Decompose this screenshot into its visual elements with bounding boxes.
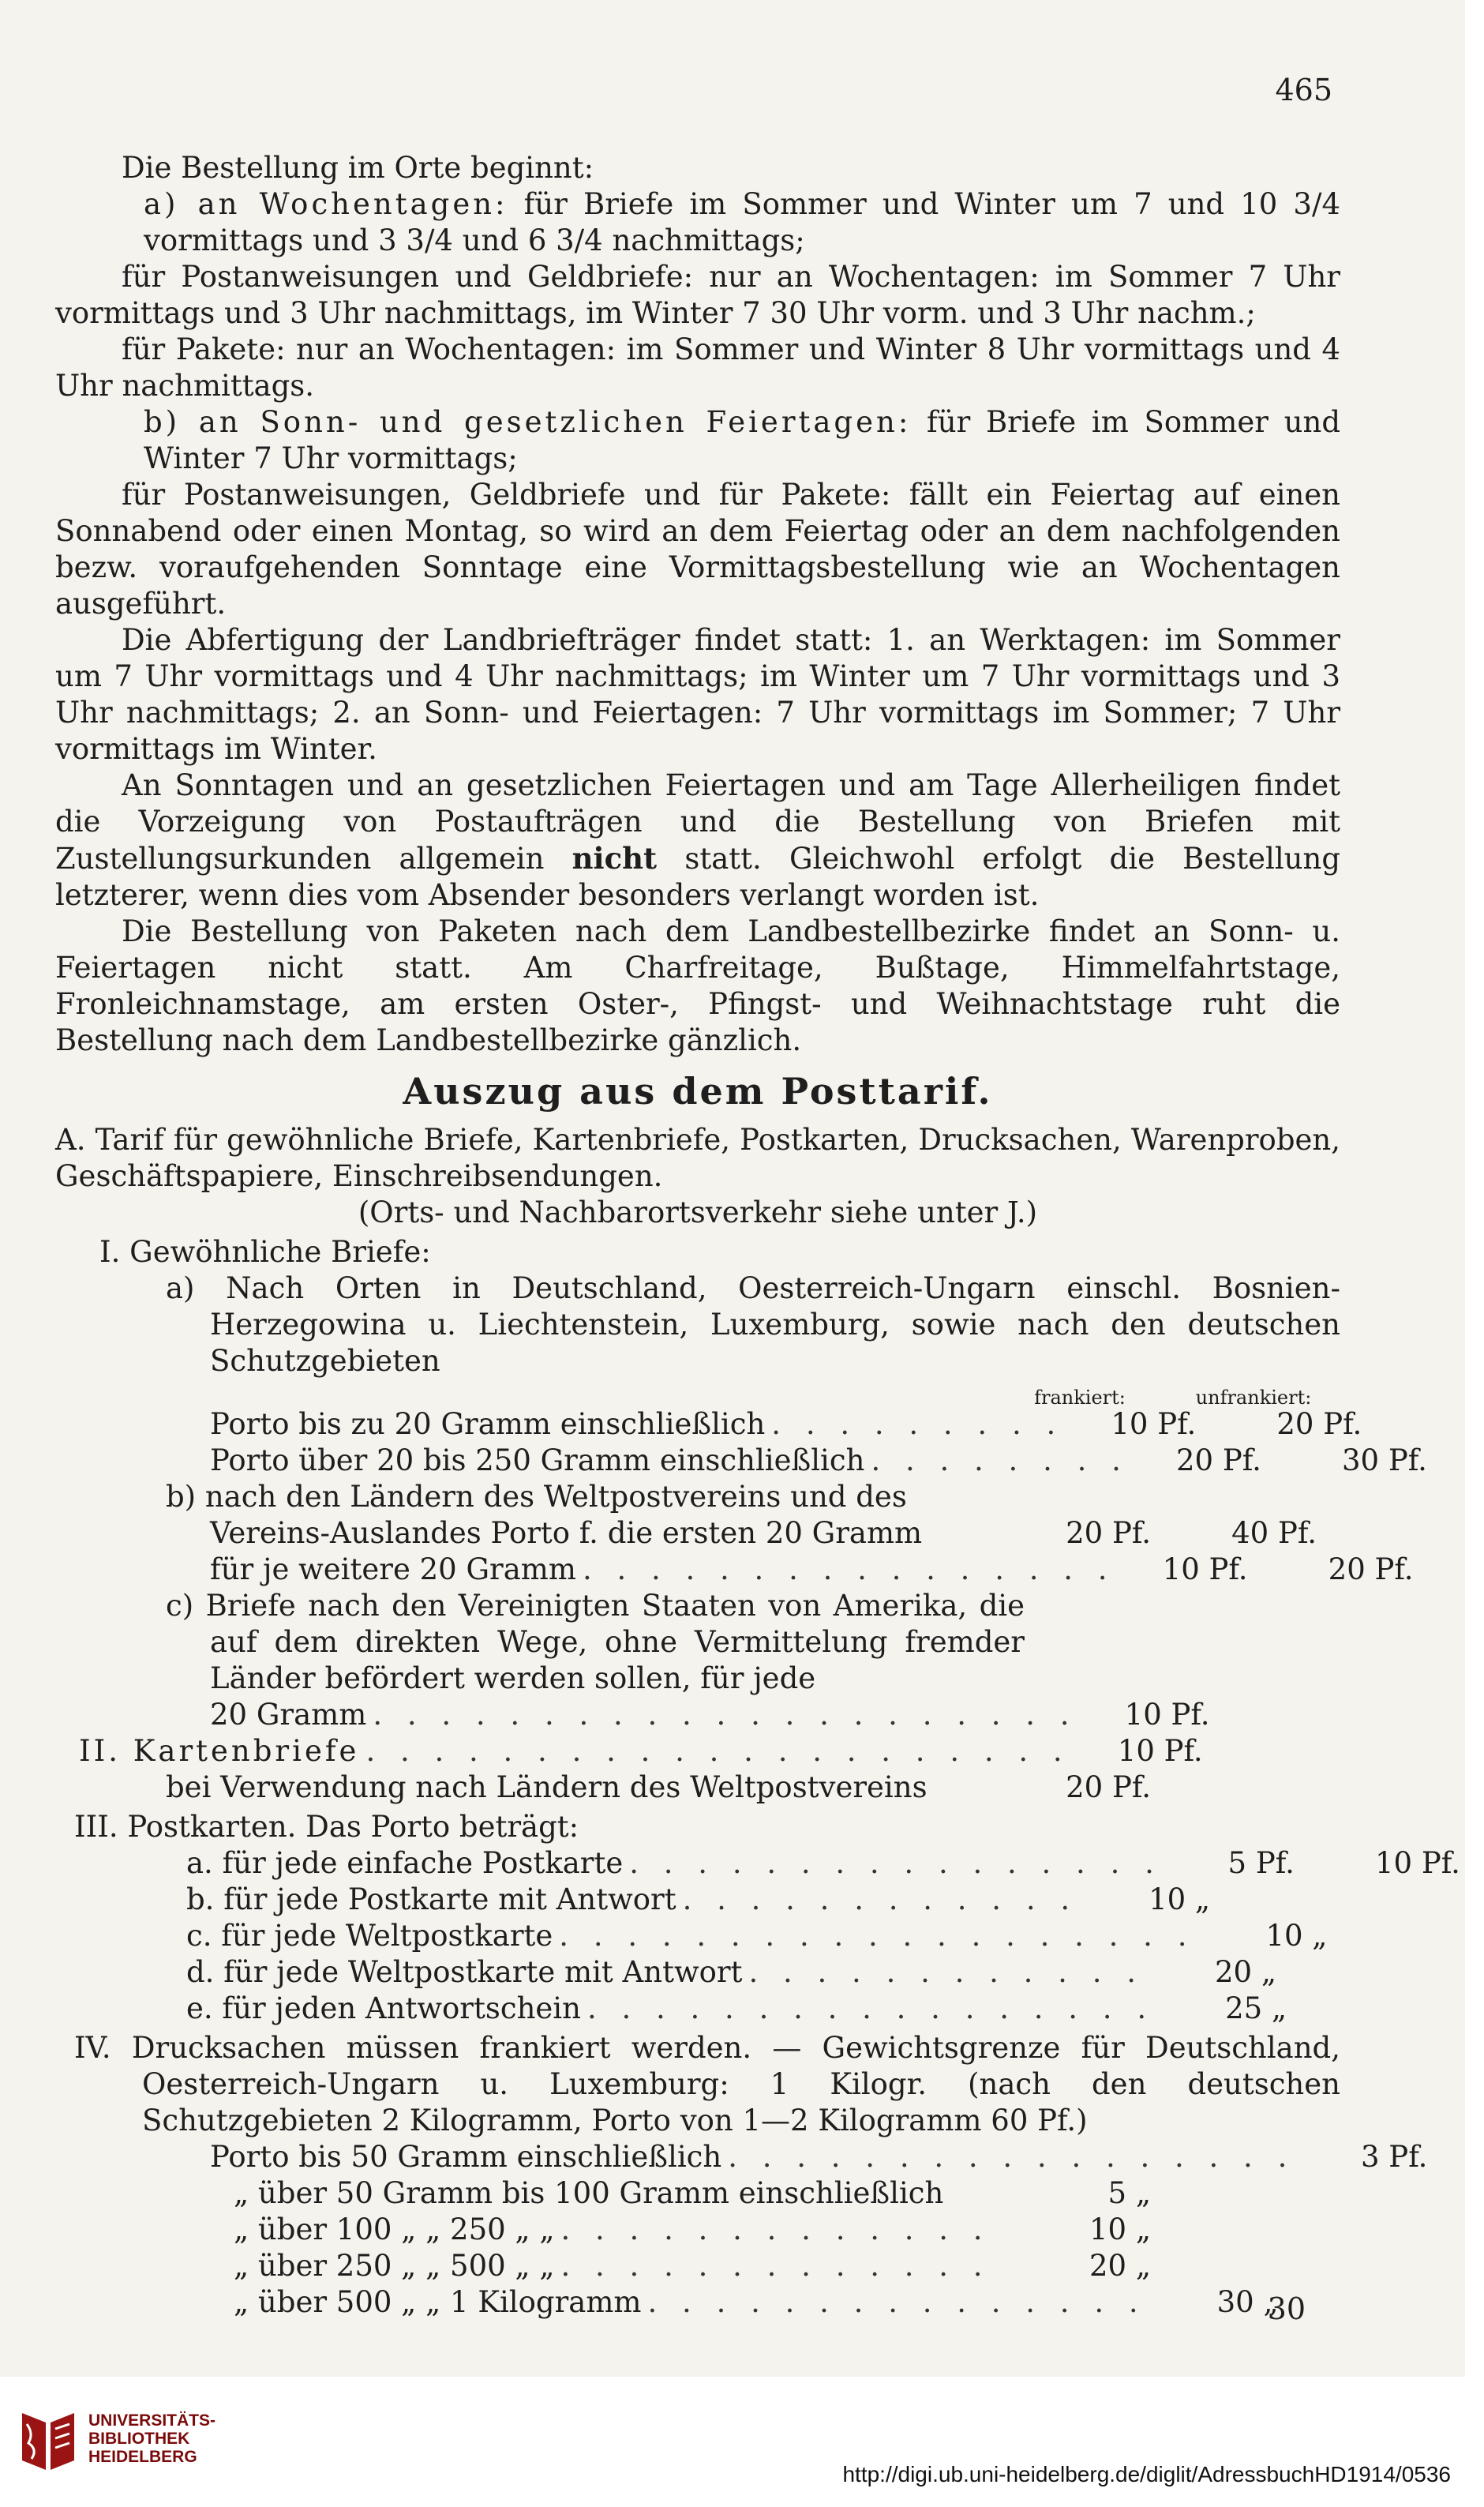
- row-label: Vereins-Auslandes Porto f. die ersten 20 Gramm: [210, 1516, 923, 1550]
- col-frankiert: frankiert:: [1034, 1387, 1126, 1409]
- row-unfrankiert: 30 Pf.: [1342, 1443, 1427, 1477]
- row-label: e. für jeden Antwortschein: [186, 1991, 581, 2025]
- row-unfrankiert: 20 Pf.: [1276, 1407, 1362, 1441]
- tariff-row: [55, 1954, 1340, 1991]
- sonntag-text-a: An Sonntagen und an gesetzlichen Feiertagen und am Tage Allerheiligen findet die Vorzeigung von Postaufträgen und die Bestellung von Briefen mit Zustellungsurkunden allgemein: [55, 768, 1340, 876]
- section1-b-text: b) nach den Ländern des Weltpostvereins und des: [166, 1480, 907, 1514]
- tarif-a-note: (Orts- und Nachbarortsverkehr siehe unter J.): [358, 1195, 1038, 1229]
- leader-dots: . . . . . . . . . . . . . . . .: [582, 1552, 1115, 1586]
- row-unfrankiert: 40 Pf.: [1231, 1516, 1317, 1550]
- intro-a-text: für Briefe im Sommer und Winter um 7 und 10 3/4 vormittags und 3 3/4 und 6 3/4 nachmittags;: [144, 187, 1340, 257]
- row-label: d. für jede Weltpostkarte mit Antwort: [186, 1955, 743, 1989]
- library-name-line: UNIVERSITÄTS-: [88, 2411, 216, 2430]
- row-unfrankiert: 20 Pf.: [1328, 1552, 1414, 1586]
- row-frankiert: 10 Pf.: [1162, 1552, 1248, 1586]
- landbrief-paragraph: Die Abfertigung der Landbriefträger findet statt: 1. an Werktagen: im Sommer um 7 Uhr vormittags und 4 Uhr nachmittags; im Winter um 7 Uhr vormittags und 3 Uhr nachmittags; 2. an Sonn- und Feiertagen: 7 Uhr vormittags im Sommer; 7 Uhr vormittags im Winter.: [55, 623, 1340, 766]
- row-label: Porto bis zu 20 Gramm einschließlich: [210, 1407, 766, 1441]
- row-unfrankiert: 10 Pf.: [1374, 1846, 1460, 1880]
- sonntag-bold: nicht: [571, 841, 658, 876]
- intro-b-label: b) an Sonn- und gesetzlichen Feiertagen:: [144, 405, 912, 439]
- section1-c-text: c) Briefe nach den Vereinigten Staaten von Amerika, die auf dem direkten Wege, ohne Vermittelung fremder Länder befördert werden sollen, für jede: [166, 1589, 1025, 1695]
- library-name-line: BIBLIOTHEK: [88, 2430, 190, 2448]
- row-frankiert: 10 Pf.: [1117, 1734, 1203, 1768]
- tariff-row: [55, 1733, 1340, 1770]
- leader-dots: . . . . . . . .: [871, 1443, 1129, 1477]
- leader-dots: . . . . . . . . . . . . . . .: [647, 2285, 1146, 2319]
- row-frankiert: 10 „: [1265, 1919, 1328, 1953]
- tariff-row: [55, 2212, 1340, 2248]
- intro-a: [55, 186, 1340, 259]
- row-label: „ über 250 „ „ 500 „ „: [234, 2249, 555, 2283]
- leader-dots: . . . . . . . . . . . . .: [560, 2249, 991, 2283]
- row-frankiert: 10 Pf.: [1111, 1407, 1197, 1441]
- intro-a-pakete: für Pakete: nur an Wochentagen: im Sommer und Winter 8 Uhr vormittags und 4 Uhr nachmittags.: [55, 332, 1340, 403]
- tariff-row: [55, 2248, 1340, 2284]
- leader-dots: . . . . . . . . .: [771, 1407, 1064, 1441]
- row-label: „ über 500 „ „ 1 Kilogramm: [234, 2285, 642, 2319]
- row-label: „ über 50 Gramm bis 100 Gramm einschließlich: [234, 2176, 944, 2210]
- section1-title: I. Gewöhnliche Briefe:: [99, 1235, 431, 1269]
- tariff-row: [55, 1918, 1340, 1954]
- tariff-row: [55, 1515, 1340, 1552]
- intro-title: Die Bestellung im Orte beginnt:: [122, 151, 594, 185]
- tariff-row: [55, 1552, 1414, 1588]
- tariff-row: [55, 1697, 1340, 1733]
- page-number: 465: [1275, 73, 1332, 107]
- intro-a-label: a) an Wochentagen:: [144, 187, 508, 221]
- row-label: II. Kartenbriefe: [79, 1734, 360, 1768]
- sonntag-paragraph: [55, 767, 1340, 914]
- library-name-line: HEIDELBERG: [88, 2448, 197, 2466]
- intro-b-text: für Briefe im Sommer und Winter 7 Uhr vormittags;: [144, 405, 1341, 475]
- col-unfrankiert: unfrankiert:: [1195, 1387, 1312, 1409]
- leader-dots: . . . . . . . . . . . . .: [560, 2212, 991, 2246]
- leader-dots: . . . . . . . . . . . . . . . . .: [586, 1991, 1155, 2025]
- row-label: a. für jede einfache Postkarte: [186, 1846, 624, 1880]
- row-frankiert: 30 „: [1216, 2285, 1279, 2319]
- viewer-footer: [0, 2377, 1465, 2507]
- row-frankiert: 5 Pf.: [1227, 1846, 1295, 1880]
- row-label: für je weitere 20 Gramm: [210, 1552, 576, 1586]
- row-frankiert: 20 Pf.: [1066, 1770, 1151, 1804]
- row-frankiert: 10 Pf.: [1124, 1698, 1210, 1732]
- leader-dots: . . . . . . . . . . . .: [682, 1882, 1078, 1916]
- pakete-paragraph: Die Bestellung von Paketen nach dem Landbestellbezirke findet an Sonn- u. Feiertagen nicht statt. Am Charfreitage, Bußtage, Himmelfahrtstage, Fronleichnamstage, am ersten Oster-, Pfingst- und Weihnachtstage ruht die Bestellung nach dem Landbestellbezirke gänzlich.: [55, 914, 1340, 1057]
- tariff-row: [55, 1882, 1340, 1918]
- tariff-row: [55, 2175, 1340, 2212]
- leader-dots: . . . . . . . . . . . . . . . . . . .: [559, 1919, 1195, 1953]
- tariff-row: [55, 2139, 1428, 2175]
- row-label: „ über 100 „ „ 250 „ „: [234, 2212, 555, 2246]
- leader-dots: . . . . . . . . . . . . . . . .: [629, 1846, 1162, 1880]
- footer-page-number: 30: [1267, 2291, 1306, 2326]
- intro-b: [55, 404, 1340, 477]
- sonntag-text-b: statt. Gleichwohl erfolgt die Bestellung letzterer, wenn dies vom Absender besonders verlangt worden ist.: [55, 842, 1341, 912]
- tariff-row: [55, 2284, 1340, 2321]
- row-frankiert: 20 Pf.: [1176, 1443, 1261, 1477]
- leader-dots: . . . . . . . . . . . . . . . . . . . . .: [373, 1698, 1077, 1732]
- section3-title: III. Postkarten. Das Porto beträgt:: [74, 1810, 579, 1844]
- leader-dots: . . . . . . . . . . . . . . . . .: [728, 2140, 1295, 2174]
- tariff-row: [55, 1443, 1427, 1479]
- section4-title: IV. Drucksachen müssen frankiert werden. — Gewichtsgrenze für Deutschland, Oesterreich-Ungarn u. Luxemburg: 1 Kilogr. (nach den deutschen Schutzgebieten 2 Kilogramm, Porto von 1—2 Kilogramm 60 Pf.): [74, 2031, 1340, 2137]
- tariff-row: [55, 1770, 1340, 1806]
- row-label: c. für jede Weltpostkarte: [186, 1919, 553, 1953]
- row-frankiert: 5 „: [1107, 2176, 1151, 2210]
- tariff-row: [55, 1991, 1340, 2027]
- tarif-heading: Auszug aus dem Posttarif.: [403, 1070, 993, 1113]
- row-frankiert: 20 Pf.: [1066, 1516, 1151, 1550]
- row-frankiert: 20 „: [1214, 1955, 1276, 1989]
- tariff-row: [55, 1845, 1460, 1882]
- leader-dots: . . . . . . . . . . . . . . . . . . . . .: [365, 1734, 1070, 1768]
- intro-b-money: für Postanweisungen, Geldbriefe und für Pakete: fällt ein Feiertag auf einen Sonnabend oder einen Montag, so wird an dem Feiertag oder an dem nachfolgenden bezw. voraufgehenden Sonntage eine Vormittagsbestellung wie an Wochentagen ausgeführt.: [55, 478, 1340, 621]
- source-url-link[interactable]: http://digi.ub.uni-heidelberg.de/diglit/AdressbuchHD1914/0536: [842, 2462, 1451, 2486]
- leader-dots: . . . . . . . . . . . .: [748, 1955, 1144, 1989]
- row-frankiert: 3 Pf.: [1361, 2140, 1428, 2174]
- row-frankiert: 25 „: [1225, 1991, 1287, 2025]
- row-label: 20 Gramm: [210, 1698, 367, 1732]
- page-body: [55, 150, 1460, 2321]
- row-frankiert: 10 „: [1089, 2212, 1151, 2246]
- row-frankiert: 10 „: [1149, 1882, 1211, 1916]
- library-logo-icon: [14, 2407, 82, 2475]
- column-header: [55, 1379, 1340, 1409]
- tarif-a-title: A. Tarif für gewöhnliche Briefe, Kartenbriefe, Postkarten, Drucksachen, Warenproben, Geschäftspapiere, Einschreibsendungen.: [55, 1123, 1340, 1193]
- library-name: [88, 2411, 215, 2466]
- row-label: b. für jede Postkarte mit Antwort: [186, 1882, 676, 1916]
- section1-a-text: a) Nach Orten in Deutschland, Oesterreich-Ungarn einschl. Bosnien-Herzegowina u. Liechtenstein, Luxemburg, sowie nach den deutschen Schutzgebieten: [166, 1271, 1340, 1378]
- row-frankiert: 20 „: [1089, 2249, 1151, 2283]
- row-label: Porto bis 50 Gramm einschließlich: [210, 2140, 722, 2174]
- intro-a-money: für Postanweisungen und Geldbriefe: nur an Wochentagen: im Sommer 7 Uhr vormittags und 3 Uhr nachmittags, im Winter 7 30 Uhr vorm. und 3 Uhr nachm.;: [55, 260, 1340, 330]
- row-label: Porto über 20 bis 250 Gramm einschließlich: [210, 1443, 865, 1477]
- row-label: bei Verwendung nach Ländern des Weltpostvereins: [166, 1770, 928, 1804]
- tariff-row: [55, 1406, 1362, 1443]
